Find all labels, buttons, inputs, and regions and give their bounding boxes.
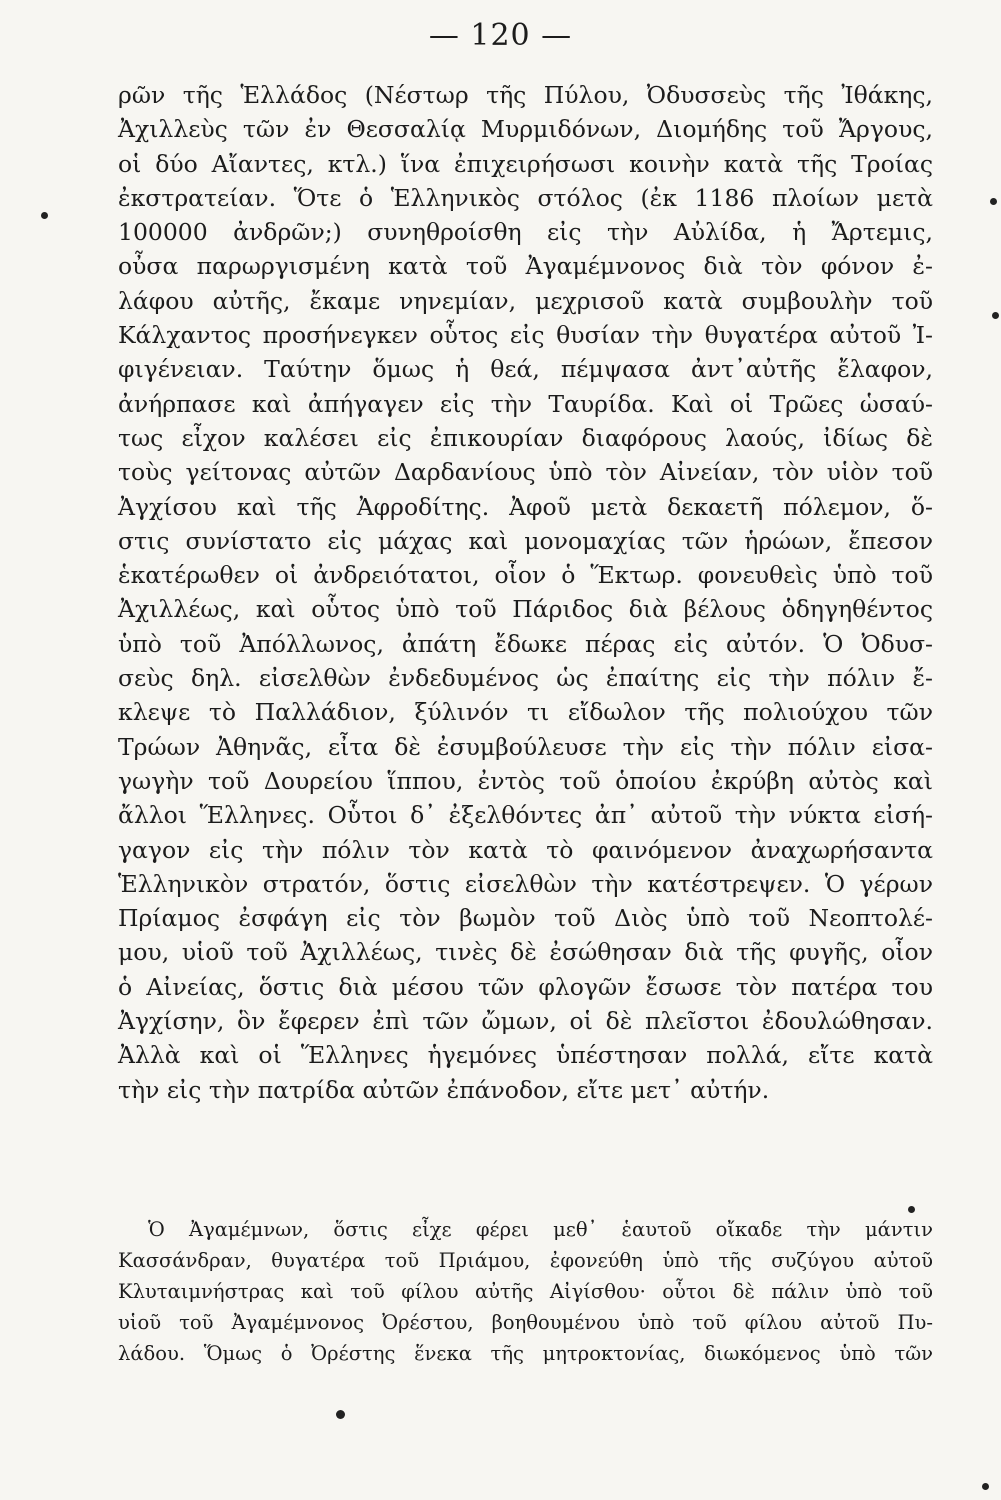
text-line: Ἀχιλλεὺς τῶν ἐν Θεσσαλίᾳ Μυρμιδόνων, Διομήδης τοῦ Ἄργους, [118,115,933,144]
margin-dot [982,1483,989,1490]
text-line: μου, υἱοῦ τοῦ Ἀχιλλέως, τινὲς δὲ ἐσώθησαν διὰ τῆς φυγῆς, οἷον [118,938,933,967]
text-line: ὁ Αἰνείας, ὅστις διὰ μέσου τῶν φλογῶν ἔσωσε τὸν πατέρα του [118,972,933,1001]
text-line: ὑπὸ τοῦ Ἀπόλλωνος, ἀπάτη ἔδωκε πέρας εἰς αὐτόν. Ὁ Ὀδυσ- [118,629,933,658]
text-line: ἐκστρατείαν. Ὅτε ὁ Ἑλληνικὸς στόλος (ἐκ 1186 πλοίων μετὰ [118,183,933,212]
small-text-line: λάδου. Ὅμως ὁ Ὀρέστης ἕνεκα τῆς μητροκτονίας, διωκόμενος ὑπὸ τῶν [118,1342,933,1365]
text-line: ἀνήρπασε καὶ ἀπήγαγεν εἰς τὴν Ταυρίδα. Καὶ οἱ Τρῶες ὡσαύ- [118,389,933,418]
text-line: 100000 ἀνδρῶν;) συνηθροίσθη εἰς τὴν Αὐλίδα, ἡ Ἄρτεμις, [118,218,933,247]
text-line: Τρώων Ἀθηνᾶς, εἶτα δὲ ἐσυμβούλευσε τὴν εἰς τὴν πόλιν εἰσα- [118,732,933,761]
text-line: τὴν εἰς τὴν πατρίδα αὐτῶν ἐπάνοδον, εἴτε μετ᾽ αὐτήν. [118,1075,770,1104]
text-line: λάφου αὐτῆς, ἔκαμε νηνεμίαν, μεχρισοῦ κατὰ συμβουλὴν τοῦ [118,286,933,315]
text-line: Κάλχαντος προσήνεγκεν οὗτος εἰς θυσίαν τὴν θυγατέρα αὐτοῦ Ἰ- [118,321,933,350]
margin-dot [908,1206,915,1213]
small-text-line: Κλυταιμνήστρας καὶ τοῦ φίλου αὐτῆς Αἰγίσθου· οὗτοι δὲ πάλιν ὑπὸ τοῦ [118,1280,933,1303]
text-line: Ἑλληνικὸν στρατόν, ὅστις εἰσελθὼν τὴν κατέστρεψεν. Ὁ γέρων [118,869,933,898]
text-line: ἑκατέρωθεν οἱ ἀνδρειότατοι, οἷον ὁ Ἕκτωρ. φονευθεὶς ὑπὸ τοῦ [118,561,933,590]
small-print-paragraph [118,1214,933,1369]
margin-dot [41,212,48,219]
text-line: Πρίαμος ἐσφάγη εἰς τὸν βωμὸν τοῦ Διὸς ὑπὸ τοῦ Νεοπτολέ- [118,904,933,933]
text-line: φιγένειαν. Ταύτην ὅμως ἡ θεά, πέμψασα ἀντ᾽αὐτῆς ἔλαφον, [118,355,933,384]
text-line: γωγὴν τοῦ Δουρείου ἵππου, ἐντὸς τοῦ ὁποίου ἐκρύβη αὐτὸς καὶ [118,766,933,795]
main-paragraph [118,78,933,1107]
text-line: σεὺς δηλ. εἰσελθὼν ἐνδεδυμένος ὡς ἐπαίτης εἰς τὴν πόλιν ἔ- [118,664,933,693]
text-line: ρῶν τῆς Ἑλλάδος (Νέστωρ τῆς Πύλου, Ὀδυσσεὺς τῆς Ἰθάκης, [118,81,933,109]
text-line: Ἀχιλλέως, καὶ οὗτος ὑπὸ τοῦ Πάριδος διὰ βέλους ὁδηγηθέντος [118,595,933,624]
text-line: Ἀγχίσην, ὃν ἔφερεν ἐπὶ τῶν ὤμων, οἱ δὲ πλεῖστοι ἐδουλώθησαν. [118,1007,933,1036]
small-text-line: Κασσάνδραν, θυγατέρα τοῦ Πριάμου, ἐφονεύθη ὑπὸ τῆς συζύγου αὐτοῦ [118,1249,933,1272]
margin-dot [990,198,997,205]
text-line: κλεψε τὸ Παλλάδιον, ξύλινόν τι εἴδωλον τῆς πολιούχου τῶν [118,698,933,727]
margin-dot [992,312,999,319]
small-text-line: υἱοῦ τοῦ Ἀγαμέμνονος Ὀρέστου, βοηθουμένου ὑπὸ τοῦ φίλου αὐτοῦ Πυ- [118,1311,933,1334]
page-number: — 120 — [428,18,573,53]
text-line: οἱ δύο Αἴαντες, κτλ.) ἵνα ἐπιχειρήσωσι κοινὴν κατὰ τῆς Τροίας [118,149,933,178]
text-line: γαγον εἰς τὴν πόλιν τὸν κατὰ τὸ φαινόμενον ἀναχωρήσαντα [118,835,933,864]
text-line: τως εἶχον καλέσει εἰς ἐπικουρίαν διαφόρους λαούς, ἰδίως δὲ [118,423,933,452]
margin-dot [336,1410,345,1419]
small-text-line: Ὁ Ἀγαμέμνων, ὅστις εἶχε φέρει μεθ᾽ ἑαυτοῦ οἴκαδε τὴν μάντιν [148,1218,933,1241]
text-line: ἄλλοι Ἕλληνες. Οὗτοι δ᾽ ἐξελθόντες ἀπ᾽ αὐτοῦ τὴν νύκτα εἰσή- [118,801,933,830]
text-line: στις συνίστατο εἰς μάχας καὶ μονομαχίας τῶν ἡρώων, ἔπεσον [118,526,933,555]
text-line: τοὺς γείτονας αὐτῶν Δαρδανίους ὑπὸ τὸν Αἰνείαν, τὸν υἱὸν τοῦ [118,458,933,487]
text-line: οὖσα παρωργισμένη κατὰ τοῦ Ἀγαμέμνονος διὰ τὸν φόνον ἐ- [118,252,933,281]
text-line: Ἀλλὰ καὶ οἱ Ἕλληνες ἡγεμόνες ὑπέστησαν πολλά, εἴτε κατὰ [118,1041,933,1070]
text-line: Ἀγχίσου καὶ τῆς Ἀφροδίτης. Ἀφοῦ μετὰ δεκαετῆ πόλεμον, ὅ- [118,492,933,521]
